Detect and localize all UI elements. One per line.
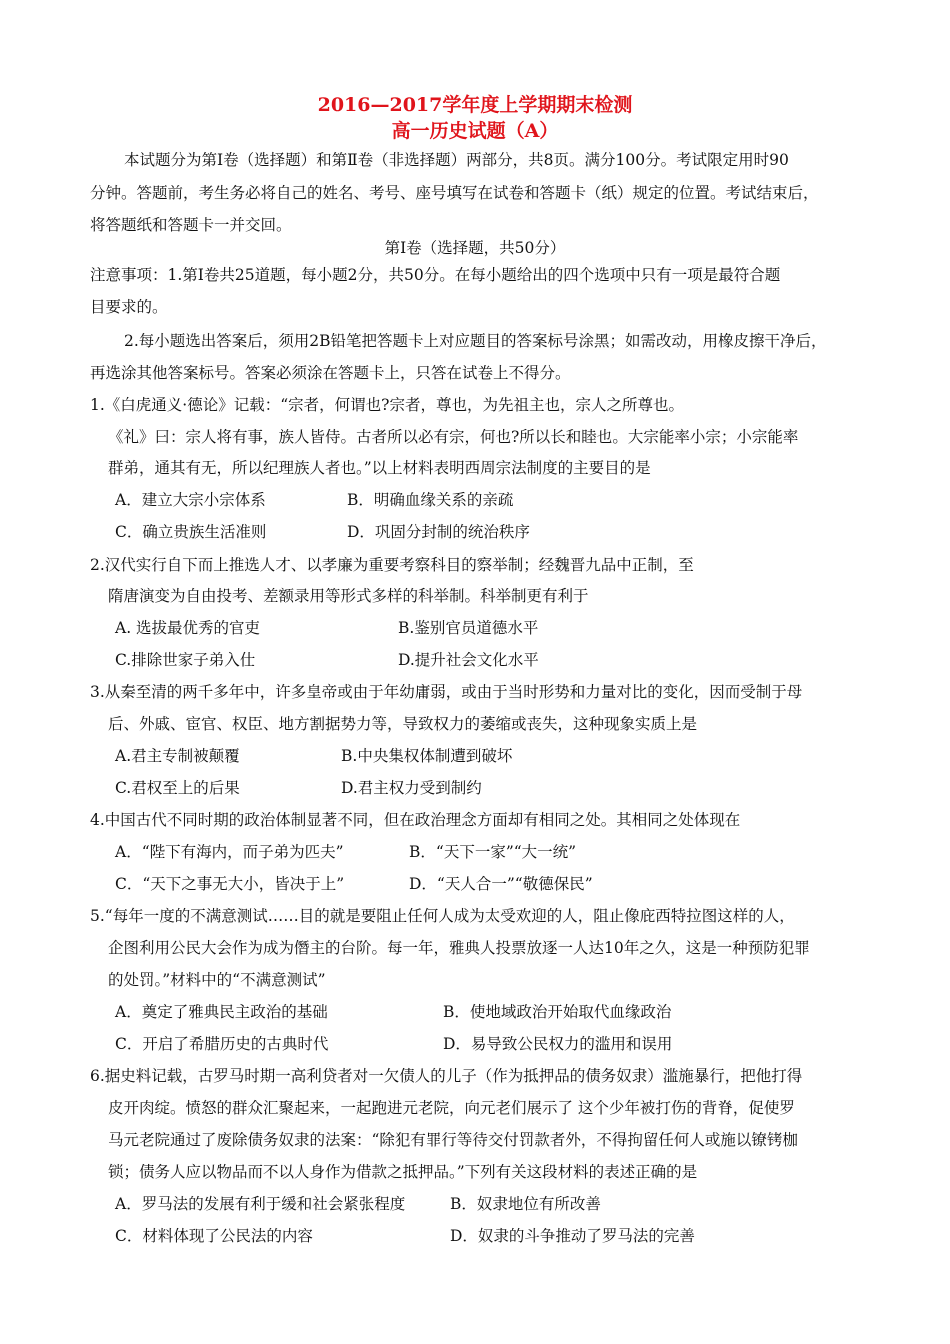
- intro-line: 将答题纸和答题卡一并交回。: [90, 216, 292, 234]
- section-title: 第Ⅰ卷（选择题，共50分）: [384, 239, 566, 257]
- notes-line: 再选涂其他答案标号。答案必须涂在答题卡上，只答在试卷上不得分。: [90, 364, 571, 382]
- question-1-option-c: C．确立贵族生活准则: [115, 523, 267, 541]
- exam-title: 2016—2017学年度上学期期末检测: [317, 94, 633, 116]
- question-1-stem: 1.《白虎通义·德论》记载：“宗者，何谓也?宗者，尊也，为先祖主也，宗人之所尊也。: [90, 396, 684, 414]
- notes-line: 目要求的。: [90, 298, 168, 316]
- question-2-option-b: B.鉴别官员道德水平: [398, 619, 539, 637]
- question-3-stem: 后、外戚、宦官、权臣、地方割据势力等，导致权力的萎缩或丧失，这种现象实质上是: [108, 715, 698, 733]
- question-6-option-a: A．罗马法的发展有利于缓和社会紧张程度: [115, 1195, 406, 1213]
- question-3-option-c: C.君权至上的后果: [115, 779, 240, 797]
- question-5-option-a: A．奠定了雅典民主政治的基础: [115, 1003, 328, 1021]
- question-3-option-d: D.君主权力受到制约: [341, 779, 482, 797]
- question-6-option-d: D．奴隶的斗争推动了罗马法的完善: [450, 1227, 695, 1245]
- question-5-option-b: B．使地域政治开始取代血缘政治: [443, 1003, 672, 1021]
- question-5-stem: 5.“每年一度的不满意测试……目的就是要阻止任何人成为太受欢迎的人，阻止像庇西特拉图这样的人，: [90, 907, 795, 925]
- question-6-stem: 6.据史料记载，古罗马时期一高利贷者对一欠债人的儿子（作为抵押品的债务奴隶）滥施暴行，把他打得: [90, 1067, 803, 1085]
- question-4-stem: 4.中国古代不同时期的政治体制显著不同，但在政治理念方面却有相同之处。其相同之处体现在: [90, 811, 741, 829]
- question-6-stem: 锁；债务人应以物品而不以人身作为借款之抵押品。”下列有关这段材料的表述正确的是: [108, 1163, 698, 1181]
- question-2-stem: 隋唐演变为自由投考、差额录用等形式多样的科举制。科举制更有利于: [108, 587, 589, 605]
- notes-line: 注意事项：1.第Ⅰ卷共25道题，每小题2分，共50分。在每小题给出的四个选项中只有一项是最符合题: [90, 266, 781, 284]
- question-5-option-d: D．易导致公民权力的滥用和误用: [443, 1035, 673, 1053]
- intro-line: 本试题分为第Ⅰ卷（选择题）和第Ⅱ卷（非选择题）两部分，共8页。满分100分。考试限定用时90: [124, 151, 789, 169]
- question-6-option-b: B．奴隶地位有所改善: [450, 1195, 601, 1213]
- question-1-option-d: D．巩固分封制的统治秩序: [347, 523, 530, 541]
- question-4-option-d: D．“天人合一”“敬德保民”: [409, 875, 593, 893]
- question-2-stem: 2.汉代实行自下而上推选人才、以孝廉为重要考察科目的察举制；经魏晋九品中正制，至: [90, 556, 694, 574]
- question-5-stem: 的处罚。”材料中的“不满意测试”: [108, 971, 326, 989]
- question-4-option-a: A．“陛下有海内，而子弟为匹夫”: [115, 843, 344, 861]
- question-5-option-c: C．开启了希腊历史的古典时代: [115, 1035, 329, 1053]
- question-2-option-c: C.排除世家子弟入仕: [115, 651, 256, 669]
- question-6-stem: 马元老院通过了废除债务奴隶的法案：“除犯有罪行等待交付罚款者外，不得拘留任何人或施以镣铐枷: [108, 1131, 798, 1149]
- question-2-option-a: A. 选拔最优秀的官吏: [115, 619, 261, 637]
- question-4-option-b: B．“天下一家”“大一统”: [409, 843, 577, 861]
- question-6-stem: 皮开肉绽。愤怒的群众汇聚起来，一起跑进元老院，向元老们展示了 这个少年被打伤的背脊，促使罗: [108, 1099, 795, 1117]
- question-3-stem: 3.从秦至清的两千多年中，许多皇帝或由于年幼庸弱，或由于当时形势和力量对比的变化，因而受制于母: [90, 683, 803, 701]
- question-1-option-a: A．建立大宗小宗体系: [115, 491, 266, 509]
- question-6-option-c: C．材料体现了公民法的内容: [115, 1227, 313, 1245]
- question-5-stem: 企图利用公民大会作为成为僭主的台阶。每一年，雅典人投票放逐一人达10年之久，这是一种预防犯罪: [108, 939, 810, 957]
- question-1-option-b: B．明确血缘关系的亲疏: [347, 491, 514, 509]
- exam-subtitle: 高一历史试题（A）: [391, 120, 559, 142]
- notes-line: 2.每小题选出答案后，须用2B铅笔把答题卡上对应题目的答案标号涂黑；如需改动，用橡皮擦干净后，: [124, 332, 827, 350]
- question-3-option-a: A.君主专制被颠覆: [115, 747, 240, 765]
- question-1-stem: 《礼》曰：宗人将有事，族人皆侍。古者所以必有宗，何也?所以长和睦也。大宗能率小宗；小宗能率: [108, 428, 799, 446]
- question-3-option-b: B.中央集权体制遭到破坏: [341, 747, 513, 765]
- question-1-stem: 群弟，通其有无，所以纪理族人者也。”以上材料表明西周宗法制度的主要目的是: [108, 459, 651, 477]
- question-4-option-c: C．“天下之事无大小，皆决于上”: [115, 875, 345, 893]
- question-2-option-d: D.提升社会文化水平: [398, 651, 539, 669]
- intro-line: 分钟。答题前，考生务必将自己的姓名、考号、座号填写在试卷和答题卡（纸）规定的位置。考试结束后，: [90, 184, 819, 202]
